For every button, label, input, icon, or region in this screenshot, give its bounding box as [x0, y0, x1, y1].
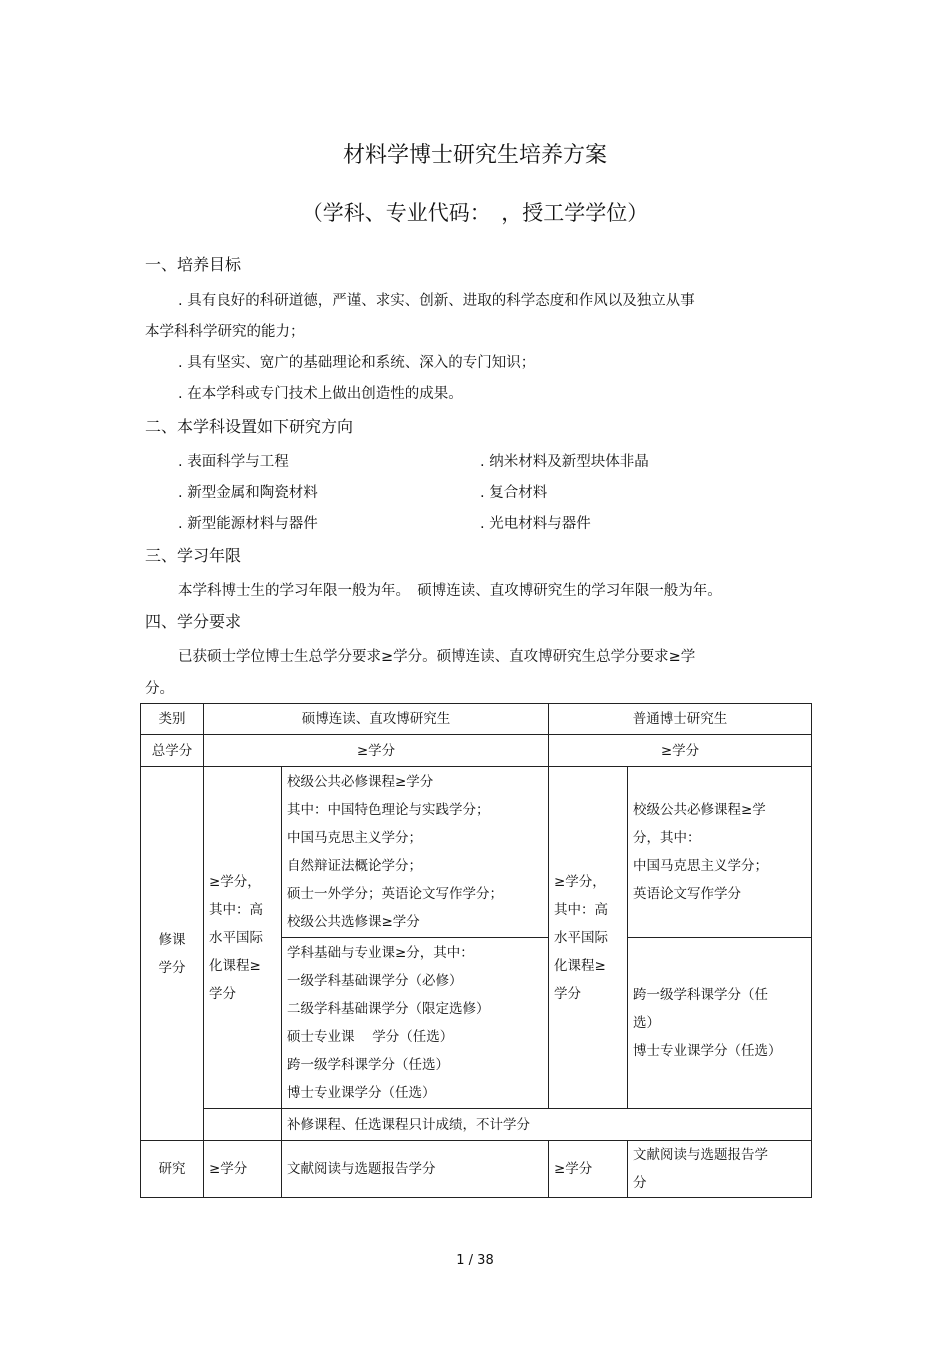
- table-row: [141, 704, 812, 735]
- credits-text-line2: 分。: [145, 681, 174, 697]
- section-heading-directions: 二、本学科设置如下研究方向: [145, 417, 354, 436]
- table-row: [141, 735, 812, 767]
- total-regular: ≥学分: [549, 735, 812, 767]
- coursework-combined-summary: ≥学分， 其中：高 水平国际 化课程≥ 学分: [204, 767, 282, 1109]
- goal-item-2: . 具有坚实、宽广的基础理论和系统、深入的专门知识；: [178, 355, 536, 371]
- section-heading-duration: 三、学习年限: [145, 546, 242, 565]
- research-combined-credit: ≥学分: [204, 1141, 282, 1198]
- document-subtitle: （学科、专业代码： ，授工学学位）: [301, 201, 649, 225]
- research-label: 研究: [141, 1141, 204, 1198]
- direction-item: . 复合材料: [480, 485, 548, 501]
- section-heading-goals: 一、培养目标: [145, 255, 242, 274]
- coursework-regular-major: 跨一级学科课学分（任 选） 博士专业课学分（任选）: [628, 938, 812, 1109]
- total-label: 总学分: [141, 735, 204, 767]
- direction-item: . 新型能源材料与器件: [178, 516, 318, 532]
- research-regular-item: 文献阅读与选题报告学 分: [628, 1141, 812, 1198]
- direction-item: . 表面科学与工程: [178, 454, 289, 470]
- table-row: [141, 1141, 812, 1198]
- credits-text-line1: 已获硕士学位博士生总学分要求≥学分。硕博连读、直攻博研究生总学分要求≥学: [178, 649, 696, 665]
- goal-item-1-line2: 本学科科学研究的能力；: [145, 324, 305, 340]
- coursework-regular-public: 校级公共必修课程≥学 分，其中： 中国马克思主义学分； 英语论文写作学分: [628, 767, 812, 938]
- header-combined: 硕博连读、直攻博研究生: [204, 704, 549, 735]
- research-regular-credit: ≥学分: [549, 1141, 628, 1198]
- goal-item-3: . 在本学科或专门技术上做出创造性的成果。: [178, 386, 463, 402]
- direction-item: . 光电材料与器件: [480, 516, 591, 532]
- coursework-combined-public: 校级公共必修课程≥学分 其中：中国特色理论与实践学分； 中国马克思主义学分； 自然辩证法概论学分； 硕士一外学分；英语论文写作学分； 校级公共选修课≥学分: [282, 767, 549, 938]
- header-category: 类别: [141, 704, 204, 735]
- goal-item-1-line1: . 具有良好的科研道德，严谨、求实、创新、进取的科学态度和作风以及独立从事: [178, 293, 695, 309]
- coursework-note-spacer: [204, 1109, 282, 1141]
- total-combined: ≥学分: [204, 735, 549, 767]
- document-title: 材料学博士研究生培养方案: [342, 143, 607, 168]
- coursework-note: 补修课程、任选课程只计成绩，不计学分: [282, 1109, 812, 1141]
- coursework-label: 修课 学分: [141, 767, 204, 1141]
- duration-text: 本学科博士生的学习年限一般为年。 硕博连读、直攻博研究生的学习年限一般为年。: [178, 583, 722, 599]
- coursework-regular-summary: ≥学分， 其中：高 水平国际 化课程≥ 学分: [549, 767, 628, 1109]
- direction-item: . 新型金属和陶瓷材料: [178, 485, 318, 501]
- page-number: 1 / 38: [456, 1253, 494, 1268]
- table-row: [141, 1109, 812, 1141]
- research-combined-item: 文献阅读与选题报告学分: [282, 1141, 549, 1198]
- section-heading-credits: 四、学分要求: [145, 612, 242, 631]
- coursework-combined-major: 学科基础与专业课≥分，其中： 一级学科基础课学分（必修） 二级学科基础课学分（限定选修） 硕士专业课 学分（任选） 跨一级学科课学分（任选） 博士专业课学分（任选）: [282, 938, 549, 1109]
- header-regular: 普通博士研究生: [549, 704, 812, 735]
- direction-item: . 纳米材料及新型块体非晶: [480, 454, 649, 470]
- table-row: [141, 767, 812, 938]
- credit-requirements-table: [140, 703, 812, 1198]
